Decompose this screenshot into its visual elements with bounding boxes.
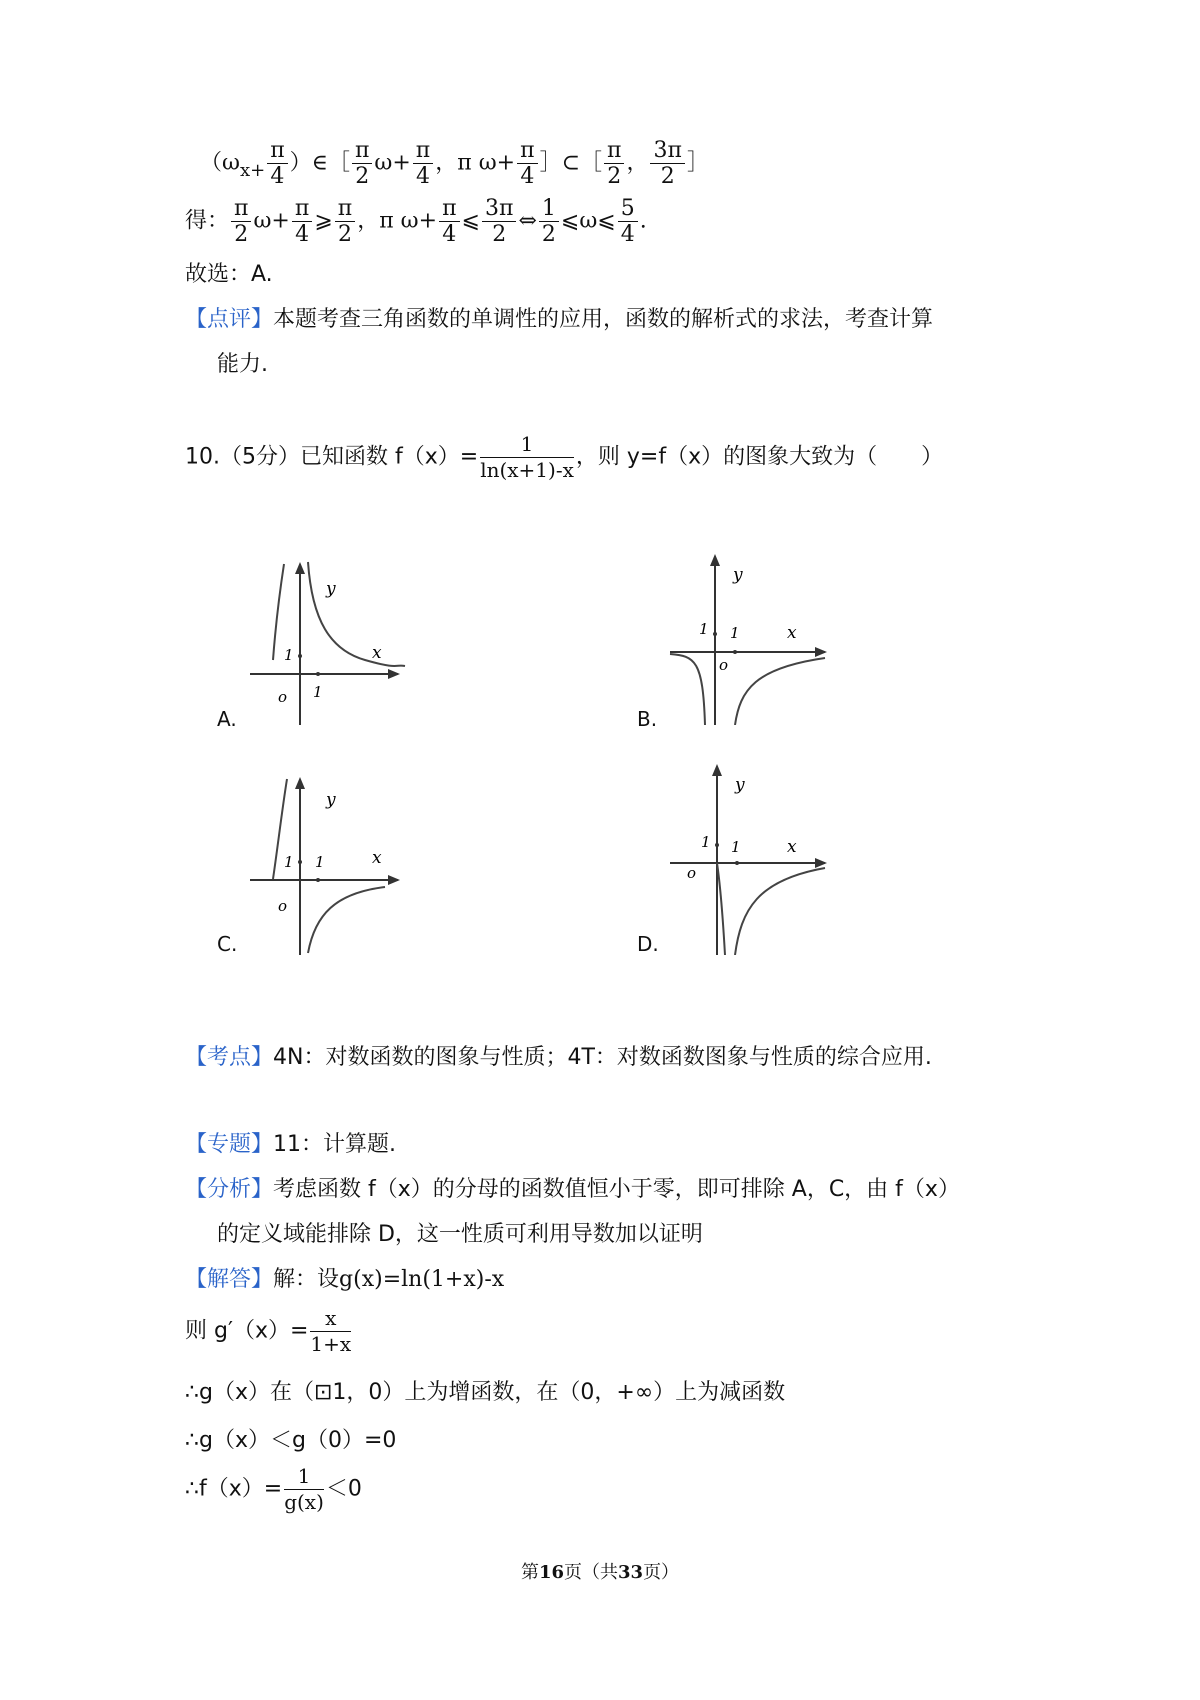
svg-text:o: o	[278, 897, 288, 915]
svg-text:x: x	[787, 623, 797, 643]
svg-text:y: y	[326, 790, 336, 810]
svg-text:1: 1	[730, 624, 740, 642]
y-arrow	[295, 562, 305, 574]
derivative-line: 则 g′（x）= $\frac{x}{1+x}$	[185, 1306, 352, 1356]
svg-text:1: 1	[313, 683, 323, 701]
svg-text:1: 1	[284, 646, 294, 664]
answer-line: 故选：A.	[185, 262, 273, 287]
page-footer: 第16页（共33页）	[520, 1562, 680, 1583]
svg-text:1: 1	[701, 833, 711, 851]
x-arrow	[388, 875, 400, 885]
comment-tag: 【点评】	[185, 307, 274, 332]
g-bound-line: ∴g（x）＜g（0）=0	[185, 1428, 397, 1453]
y-arrow	[710, 554, 720, 566]
kaodian-tag: 【考点】	[185, 1045, 274, 1070]
x-arrow	[388, 669, 400, 679]
fenxi-line-2: 的定义域能排除 D，这一性质可利用导数加以证明	[217, 1222, 703, 1247]
x-arrow	[815, 647, 827, 657]
fenxi-tag: 【分析】	[185, 1177, 274, 1202]
curve-left	[670, 654, 705, 725]
formula-line-inequality: 得： $\frac{\pi}{2}$ ω+ $\frac{\pi}{4}$ ⩾ $\frac{\pi}{2}$ ，π ω+ $\frac{\pi}{4}$ ⩽ $\frac{3\pi}{2}$ ⇔ $\frac{1}{2}$ ⩽ω⩽ $\frac{5}{4}$ .	[185, 196, 647, 247]
option-b-label: B.	[637, 707, 658, 731]
question-10: 10.（5分）已知函数 f（x）= $\frac{1}{\ln(x+1)-x}$ ，则 y=f（x）的图象大致为（ ）	[185, 432, 944, 482]
svg-text:1: 1	[699, 620, 709, 638]
curve-right	[308, 887, 385, 953]
svg-text:1: 1	[284, 853, 294, 871]
svg-text:o: o	[278, 688, 288, 706]
svg-text:x: x	[372, 848, 382, 868]
svg-text:1: 1	[731, 838, 741, 856]
curve-right	[735, 868, 825, 955]
y-arrow	[295, 777, 305, 789]
graph-c	[240, 775, 410, 955]
fraction: $\frac{\pi}{4}$	[267, 138, 287, 189]
zhuanti-line: 【专题】11：计算题.	[185, 1132, 397, 1157]
jieda-tag: 【解答】	[185, 1267, 274, 1292]
option-c-label: C.	[217, 932, 238, 956]
jieda-line: 【解答】解：设g(x)=ln(1+x)-x	[185, 1267, 505, 1292]
curve-left	[717, 863, 725, 955]
svg-text:x: x	[372, 643, 382, 663]
derivative-fraction: $\frac{x}{1+x}$	[310, 1306, 352, 1356]
curve-left	[273, 564, 284, 660]
graph-a	[240, 560, 410, 725]
zhuanti-tag: 【专题】	[185, 1132, 274, 1157]
svg-text:o: o	[719, 656, 729, 674]
graph-d	[665, 760, 840, 955]
comment-line-2: 能力.	[217, 352, 268, 377]
f-sign-line: ∴f（x）= $\frac{1}{g(x)}$ ＜0	[185, 1464, 362, 1514]
f-fraction: $\frac{1}{g(x)}$	[284, 1464, 324, 1514]
curve-right	[735, 658, 825, 725]
option-a-label: A.	[217, 707, 237, 731]
y-arrow	[712, 764, 722, 776]
svg-text:o: o	[687, 864, 697, 882]
svg-text:y: y	[326, 579, 336, 599]
svg-text:y: y	[735, 775, 745, 795]
x-arrow	[815, 858, 827, 868]
kaodian-line: 【考点】4N：对数函数的图象与性质；4T：对数函数图象与性质的综合应用.	[185, 1045, 932, 1070]
graph-b	[665, 550, 840, 725]
svg-text:y: y	[733, 565, 743, 585]
question-fraction: $\frac{1}{\ln(x+1)-x}$	[480, 432, 574, 482]
svg-text:1: 1	[315, 853, 325, 871]
comment-line: 【点评】本题考查三角函数的单调性的应用，函数的解析式的求法，考查计算	[185, 307, 934, 332]
fenxi-line: 【分析】考虑函数 f（x）的分母的函数值恒小于零，即可排除 A，C，由 f（x）	[185, 1177, 960, 1202]
monotonic-line: ∴g（x）在（⊡1，0）上为增函数，在（0，+∞）上为减函数	[185, 1380, 786, 1405]
svg-text:x: x	[787, 837, 797, 857]
option-d-label: D.	[637, 932, 659, 956]
curve-right	[308, 562, 405, 666]
formula-line-interval: （$\omega_{x+}$ $\frac{\pi}{4}$ ）∈［ $\frac{\pi}{2}$ ω+ $\frac{\pi}{4}$ ，π ω+ $\frac{\pi}{4}$ ］⊂［ $\frac{\pi}{2}$ ， $\frac{3\pi}{2}$ ］	[200, 138, 709, 189]
